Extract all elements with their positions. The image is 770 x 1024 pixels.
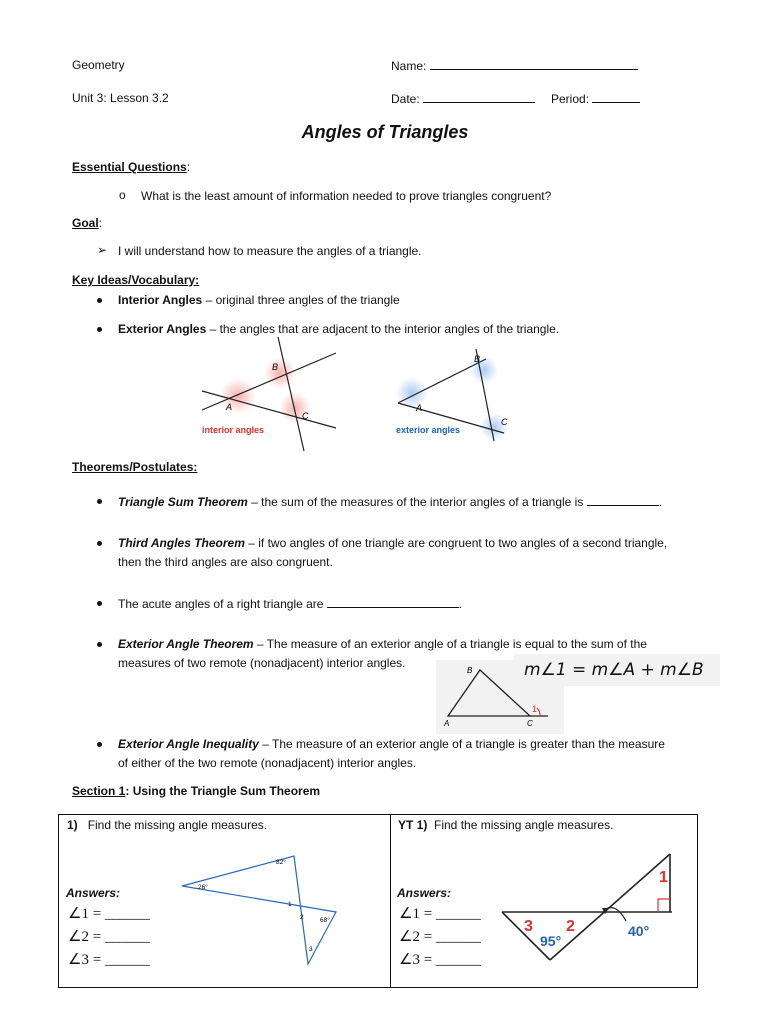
acute-angles-blank[interactable]: [327, 596, 459, 608]
problem1-answer-1[interactable]: ∠1 = ______: [68, 906, 150, 922]
exterior-angle-inequality: Exterior Angle Inequality – The measure of an exterior angle of a triangle is greater than the measure: [118, 737, 665, 751]
angle-40-label: 40°: [628, 923, 650, 939]
name-field[interactable]: [391, 58, 638, 73]
essential-heading: Essential Questions:: [72, 160, 191, 174]
angle-1-label: 1: [532, 704, 538, 714]
name-label: Name:: [391, 59, 427, 73]
angle-68-label: 68°: [320, 917, 330, 924]
name-blank[interactable]: [430, 58, 638, 70]
period-blank[interactable]: [592, 91, 640, 103]
problem2-answers-label: Answers:: [397, 886, 452, 900]
problem2-answer-1[interactable]: ∠1 = ______: [399, 906, 481, 922]
bullet: [97, 499, 102, 504]
point-c-label: C: [501, 417, 508, 427]
theorems-heading: Theorems/Postulates:: [72, 460, 198, 474]
problem1-answer-3[interactable]: ∠3 = ______: [68, 952, 150, 968]
date-field[interactable]: [391, 91, 535, 106]
period-field[interactable]: [551, 91, 640, 106]
bullet: [97, 742, 102, 747]
bullet: [97, 541, 102, 546]
interior-angles-caption: interior angles: [202, 425, 265, 435]
point-a-label: A: [444, 719, 450, 728]
point-b-label: B: [467, 666, 473, 675]
third-angles-theorem: Third Angles Theorem – if two angles of one triangle are congruent to two angles of a second triangle,: [118, 536, 668, 550]
course-label: Geometry: [72, 58, 125, 72]
exterior-angle-formula: m∠1 = m∠A + m∠B: [524, 660, 704, 680]
vocab-exterior: Exterior Angles – the angles that are adjacent to the interior angles of the triangle.: [118, 322, 560, 336]
point-c-label: C: [302, 411, 309, 421]
acute-angles-statement: The acute angles of a right triangle are .: [118, 597, 463, 611]
point-a-label: A: [226, 402, 233, 412]
problem1-lines: [182, 856, 336, 964]
angle-95-label: 95°: [540, 933, 562, 949]
table-divider: [390, 814, 391, 987]
bullet: [97, 601, 102, 606]
exterior-angle-theorem: Exterior Angle Theorem – The measure of an exterior angle of a triangle is equal to the sum of the: [118, 637, 647, 651]
problem1-prompt: 1) Find the missing angle measures.: [67, 818, 268, 832]
problem1-answer-2[interactable]: ∠2 = ______: [68, 929, 150, 945]
date-blank[interactable]: [423, 91, 535, 103]
point-a-label: A: [416, 403, 423, 413]
angle-2-label: 2: [300, 914, 304, 921]
angle-3-label: 3: [524, 918, 533, 935]
key-ideas-heading: Key Ideas/Vocabulary:: [72, 273, 200, 287]
interior-shade-b: [264, 357, 296, 389]
date-label: Date:: [391, 92, 420, 106]
page-title: Angles of Triangles: [301, 122, 469, 142]
problem1-answers-label: Answers:: [66, 886, 121, 900]
third-angles-line2: then the third angles are also congruent.: [118, 555, 333, 569]
angle-1-label: 1: [659, 869, 668, 886]
goal-heading: Goal:: [72, 216, 103, 230]
right-angle-mark: [658, 899, 670, 912]
essential-question: What is the least amount of information needed to prove triangles congruent?: [141, 189, 552, 203]
problem2-answer-3[interactable]: ∠3 = ______: [399, 952, 481, 968]
problem2-prompt: YT 1) Find the missing angle measures.: [398, 818, 614, 832]
line-ac: [202, 391, 336, 428]
exterior-angles-figure: [390, 345, 510, 445]
interior-angles-figure: [196, 333, 346, 455]
bullet: [97, 298, 102, 303]
angle-82-label: 82°: [276, 859, 286, 866]
point-b-label: B: [272, 362, 279, 372]
point-b-label: B: [474, 354, 481, 364]
goal-text: I will understand how to measure the angles of a triangle.: [118, 244, 422, 258]
goal-bullet: ➢: [97, 243, 108, 257]
essential-bullet: o: [119, 188, 126, 202]
angle-2-label: 2: [566, 918, 575, 935]
angle-1-label: 1: [288, 901, 292, 908]
angle-26-label: 26°: [198, 884, 208, 891]
problem1-figure: [178, 852, 340, 966]
unit-label: Unit 3: Lesson 3.2: [72, 91, 169, 105]
triangle-sum-theorem: Triangle Sum Theorem – the sum of the measures of the interior angles of a triangle is .: [118, 495, 663, 509]
exterior-angles-caption: exterior angles: [396, 425, 461, 435]
bullet: [97, 642, 102, 647]
angle-3-label: 3: [309, 946, 313, 953]
problem2-answer-2[interactable]: ∠2 = ______: [399, 929, 481, 945]
transversal: [550, 854, 670, 960]
bullet: [97, 327, 102, 332]
exterior-angle-line2: measures of two remote (nonadjacent) interior angles.: [118, 656, 406, 670]
triangle-sum-blank[interactable]: [587, 494, 659, 506]
exterior-inequality-line2: of either of the two remote (nonadjacent) interior angles.: [118, 756, 417, 770]
point-c-label: C: [527, 719, 533, 728]
problem2-figure: [498, 850, 678, 964]
section1-heading: Section 1: Using the Triangle Sum Theorem: [72, 784, 321, 798]
period-label: Period:: [551, 92, 590, 106]
vocab-interior: Interior Angles – original three angles of the triangle: [118, 293, 400, 307]
